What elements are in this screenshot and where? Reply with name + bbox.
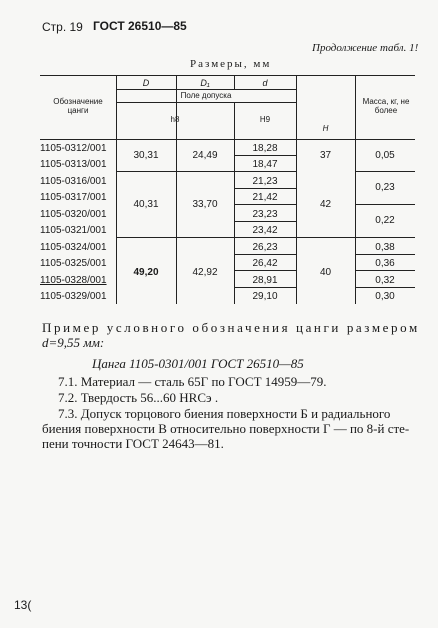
mass-value: 0,32	[375, 275, 395, 286]
row-designation: 1105-0324/001	[40, 242, 107, 253]
mass-value: 0,23	[375, 182, 395, 193]
row-designation: 1105-0325/001	[40, 258, 107, 269]
d-value: 23,42	[252, 225, 278, 236]
col-H-header: H	[322, 124, 329, 133]
col-mass-header: Масса, кг, не более	[362, 97, 410, 115]
d-value: 28,91	[252, 275, 278, 286]
sizes-caption: Размеры, мм	[190, 58, 272, 70]
paragraph-7-3-line2: биения поверхности В относительно поверхности Г — по 8-й сте-	[42, 421, 410, 436]
example-heading: Пример условного обозначения цанги размером	[42, 320, 420, 335]
example-size: d=9,55 мм:	[42, 335, 105, 350]
col-designation-header: Обозначение цанги	[53, 97, 103, 115]
designation-example: Цанга 1105-0301/001 ГОСТ 26510—85	[92, 356, 304, 371]
mass-value: 0,38	[375, 242, 395, 253]
tolerance-h8: h8	[170, 115, 180, 124]
row-designation: 1105-0321/001	[40, 225, 107, 236]
D1-value: 42,92	[192, 267, 218, 278]
d-value: 29,10	[252, 291, 278, 302]
continuation-label: Продолжение табл. 1!	[312, 42, 419, 54]
paragraph-7-1: 7.1. Материал — сталь 65Г по ГОСТ 14959—79.	[58, 374, 327, 389]
paragraph-7-3-line1: 7.3. Допуск торцового биения поверхности Б и радиального	[58, 406, 391, 421]
D1-value: 33,70	[192, 199, 218, 210]
mass-value: 0,05	[375, 150, 395, 161]
d-value: 23,23	[252, 209, 278, 220]
D-value: 30,31	[133, 150, 159, 161]
d-value: 18,28	[252, 143, 278, 154]
row-designation: 1105-0317/001	[40, 192, 107, 203]
row-designation: 1105-0312/001	[40, 143, 107, 154]
col-D-header: D	[142, 78, 150, 88]
mass-value: 0,22	[375, 215, 395, 226]
H-value: 37	[319, 150, 332, 161]
d-value: 21,42	[252, 192, 278, 203]
paragraph-7-2: 7.2. Твердость 56...60 HRCэ .	[58, 390, 219, 405]
H-value: 42	[319, 199, 332, 210]
D1-value: 24,49	[192, 150, 218, 161]
paragraph-7-3-line3: пени точности ГОСТ 24643—81.	[42, 436, 224, 451]
mass-value: 0,36	[375, 258, 395, 269]
page-label: Стр. 19	[42, 20, 83, 34]
row-designation: 1105-0328/001	[40, 275, 107, 286]
tolerance-field-header: Поле допуска	[180, 91, 232, 100]
d-value: 26,42	[252, 258, 278, 269]
row-designation: 1105-0329/001	[40, 291, 107, 302]
row-designation: 1105-0320/001	[40, 209, 107, 220]
mass-value: 0,30	[375, 291, 395, 302]
row-designation: 1105-0316/001	[40, 176, 107, 187]
d-value: 26,23	[252, 242, 278, 253]
standard-number: ГОСТ 26510—85	[93, 19, 187, 33]
d-value: 21,23	[252, 176, 278, 187]
D-value: 49,20	[133, 267, 159, 278]
H-value: 40	[319, 267, 332, 278]
tolerance-H9: H9	[259, 115, 271, 124]
col-D1-header: D₁	[200, 78, 210, 88]
d-value: 18,47	[252, 159, 278, 170]
col-d-header: d	[262, 78, 268, 88]
row-designation: 1105-0313/001	[40, 159, 107, 170]
D-value: 40,31	[133, 199, 159, 210]
page-number: 13(	[14, 598, 32, 612]
